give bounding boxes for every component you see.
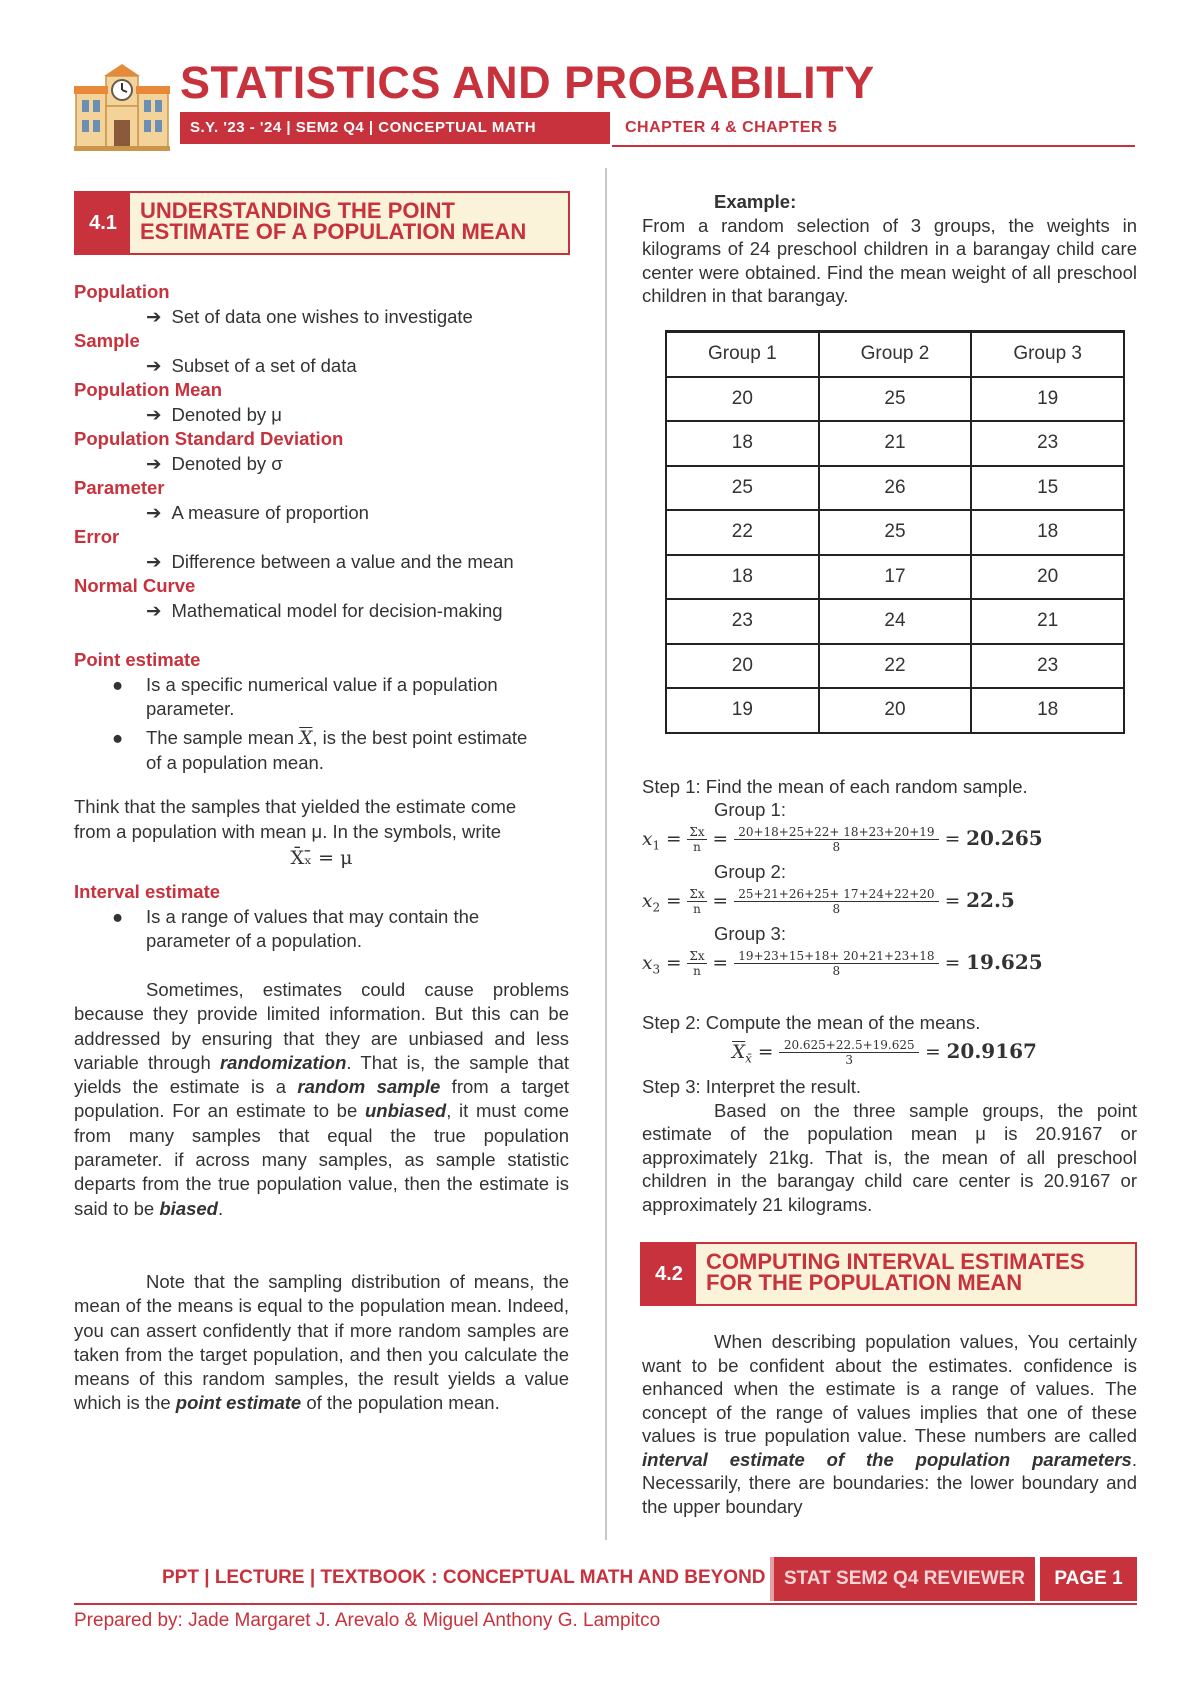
mean-formula: $x_2$ = $\frac{\Sigma x}{n}$ = $\frac{25+21+26+25+ 17+24+22+20}{8}$ = 22.5 [642,887,1015,916]
footer-source: PPT | LECTURE | TEXTBOOK : CONCEPTUAL MATH AND BEYOND [162,1567,766,1588]
definitions-list [74,280,569,623]
term-label: Population Standard Deviation [74,428,344,449]
page-number: PAGE 1 [1040,1557,1137,1601]
group-1-calculation: Group 1: $x_1$ = $\frac{\Sigma x}{n}$ = $\frac{20+18+25+22+ 18+23+20+19}{8}$ = 20.265 [642,798,1137,861]
arrow-icon: ➔ [146,305,162,327]
section-4-2-heading [640,1242,1137,1306]
arrow-icon: ➔ [146,403,162,425]
prepared-by: Prepared by: Jade Margaret J. Arevalo & Miguel Anthony G. Lampitco [74,1610,661,1631]
interval-estimate-paragraph: When describing population values, You certainly want to be confident about the estimates. confidence is enhanced when the estimate is a range of values. The concept of the range of values implies that one of these values is true population value. These numbers are called interval estimate of the population parameters. Necessarily, there are boundaries: the lower boundary and the upper boundary [642,1331,1137,1517]
term-label: Population [74,281,170,302]
table-row: 19 20 18 [666,688,1124,733]
weights-table [665,330,1125,734]
column-header: Group 3 [971,332,1124,377]
term-label: Error [74,526,120,547]
list-item: ● Is a specific numerical value if a population parameter. [112,673,498,719]
interval-estimate-block [74,880,569,954]
table-header-row [666,332,1124,377]
table-row: 20 25 19 [666,377,1124,422]
term-label: Point estimate [74,649,201,670]
term-definition: ➔ Denoted by σ [146,452,283,474]
arrow-icon: ➔ [146,550,162,572]
arrow-icon: ➔ [146,501,162,523]
paragraph-sampling-distribution: Note that the sampling distribution of means, the mean of the means is equal to the population mean. Indeed, you can assert confidently that if more random samples are taken from the target population, and then you calculate the means of this random samples, the result yields a value which is the point estimate of the population mean. [74,1271,569,1414]
term-definition: ➔ Denoted by μ [146,403,282,425]
group-2-calculation: Group 2: $x_2$ = $\frac{\Sigma x}{n}$ = $\frac{25+21+26+25+ 17+24+22+20}{8}$ = 22.5 [642,860,1137,923]
reviewer-badge: STAT SEM2 Q4 REVIEWER [770,1557,1035,1601]
arrow-icon: ➔ [146,452,162,474]
table-row: 20 22 23 [666,644,1124,689]
step-1: Step 1: Find the mean of each random sample. [642,776,1028,797]
term-label: Parameter [74,477,165,498]
group-3-calculation: Group 3: $x_3$ = $\frac{\Sigma x}{n}$ = $\frac{19+23+15+18+ 20+21+23+18}{8}$ = 19.625 [642,922,1137,985]
term-label: Interval estimate [74,881,221,902]
table-row: 18 21 23 [666,421,1124,466]
example-label: Example: [714,191,797,212]
term-definition: ➔ Set of data one wishes to investigate [146,305,473,327]
term-label: Sample [74,330,140,351]
interpretation-text: Based on the three sample groups, the point estimate of the population mean μ is 20.9167 or approximately 21kg. That is, the mean of all preschool children in the barangay child care center is 20.9167 or approximately 21 kilograms. [642,1099,1137,1215]
column-header: Group 1 [666,332,819,377]
section-4-1-heading [74,191,570,255]
paragraph-randomization: Sometimes, estimates could cause problems because they provide limited information. But this can be addressed by ensuring that they are unbiased and less variable through randomization. That is, the sample that yields the estimate is a random sample from a target population. For an estimate to be unbiased, it must come from many samples that equal the true population parameter. if across many samples, as sample statistic departs from the true population value, then the estimate is said to be biased. [74,979,569,1219]
mean-formula: $x_1$ = $\frac{\Sigma x}{n}$ = $\frac{20+18+25+22+ 18+23+20+19}{8}$ = 20.265 [642,825,1043,854]
list-item: ● Is a range of values that may contain the parameter of a population. [112,905,480,951]
header-divider [612,145,1135,147]
step-2: Step 2: Compute the mean of the means. $\overline{X}_{x̄}$ = $\frac{20.625+22.5+19.625}{3}$ = 20.9167 [642,1011,1137,1074]
table-row: 25 26 15 [666,466,1124,511]
think-paragraph: Think that the samples that yielded the estimate come from a population with mean μ. In the symbols, write X̄ₓ̄ = μ [74,795,569,871]
mean-of-means-formula: $\overline{X}_{x̄}$ = $\frac{20.625+22.5+19.625}{3}$ = 20.9167 [732,1038,1037,1067]
arrow-icon: ➔ [146,354,162,376]
section-title: UNDERSTANDING THE POINT ESTIMATE OF A POPULATION MEAN [140,198,527,244]
formula: X̄ₓ̄ = μ [290,847,353,869]
list-item: ● The sample mean $\overline{X}$, is the best point estimate of a population mean. [112,726,528,773]
example-text: From a random selection of 3 groups, the weights in kilograms of 24 preschool children in a barangay child care center were obtained. Find the mean weight of all preschool children in that barangay. [642,214,1137,306]
column-header: Group 2 [819,332,972,377]
term-definition: ➔ Difference between a value and the mean [146,550,514,572]
section-number: 4.1 [76,193,130,253]
term-definition: ➔ Mathematical model for decision-making [146,599,503,621]
bullet-icon: ● [112,905,124,927]
table-row: 18 17 20 [666,555,1124,600]
section-number: 4.2 [642,1244,696,1304]
page-title: STATISTICS AND PROBABILITY [180,57,875,108]
chapter-label: CHAPTER 4 & CHAPTER 5 [625,119,838,136]
bullet-icon: ● [112,726,124,748]
footer-divider [74,1603,1137,1605]
term-definition: ➔ Subset of a set of data [146,354,357,376]
arrow-icon: ➔ [146,599,162,621]
point-estimate-block [74,648,569,776]
subtitle-band: S.Y. '23 - '24 | SEM2 Q4 | CONCEPTUAL MATH [180,112,610,144]
section-title: COMPUTING INTERVAL ESTIMATES FOR THE POPULATION MEAN [706,1249,1085,1295]
bullet-icon: ● [112,673,124,695]
mean-formula: $x_3$ = $\frac{\Sigma x}{n}$ = $\frac{19+23+15+18+ 20+21+23+18}{8}$ = 19.625 [642,949,1043,978]
term-label: Population Mean [74,379,222,400]
step-3: Step 3: Interpret the result. Based on the three sample groups, the point estimate of the population mean μ is 20.9167 or approximately 21kg. That is, the mean of all preschool children in the barangay child care center is 20.9167 or approximately 21 kilograms. [642,1076,1137,1215]
table-row: 22 25 18 [666,510,1124,555]
school-building-icon [74,62,170,152]
table-row: 23 24 21 [666,599,1124,644]
column-divider [605,168,607,1540]
example-block [642,190,1137,308]
term-definition: ➔ A measure of proportion [146,501,369,523]
term-label: Normal Curve [74,575,196,596]
